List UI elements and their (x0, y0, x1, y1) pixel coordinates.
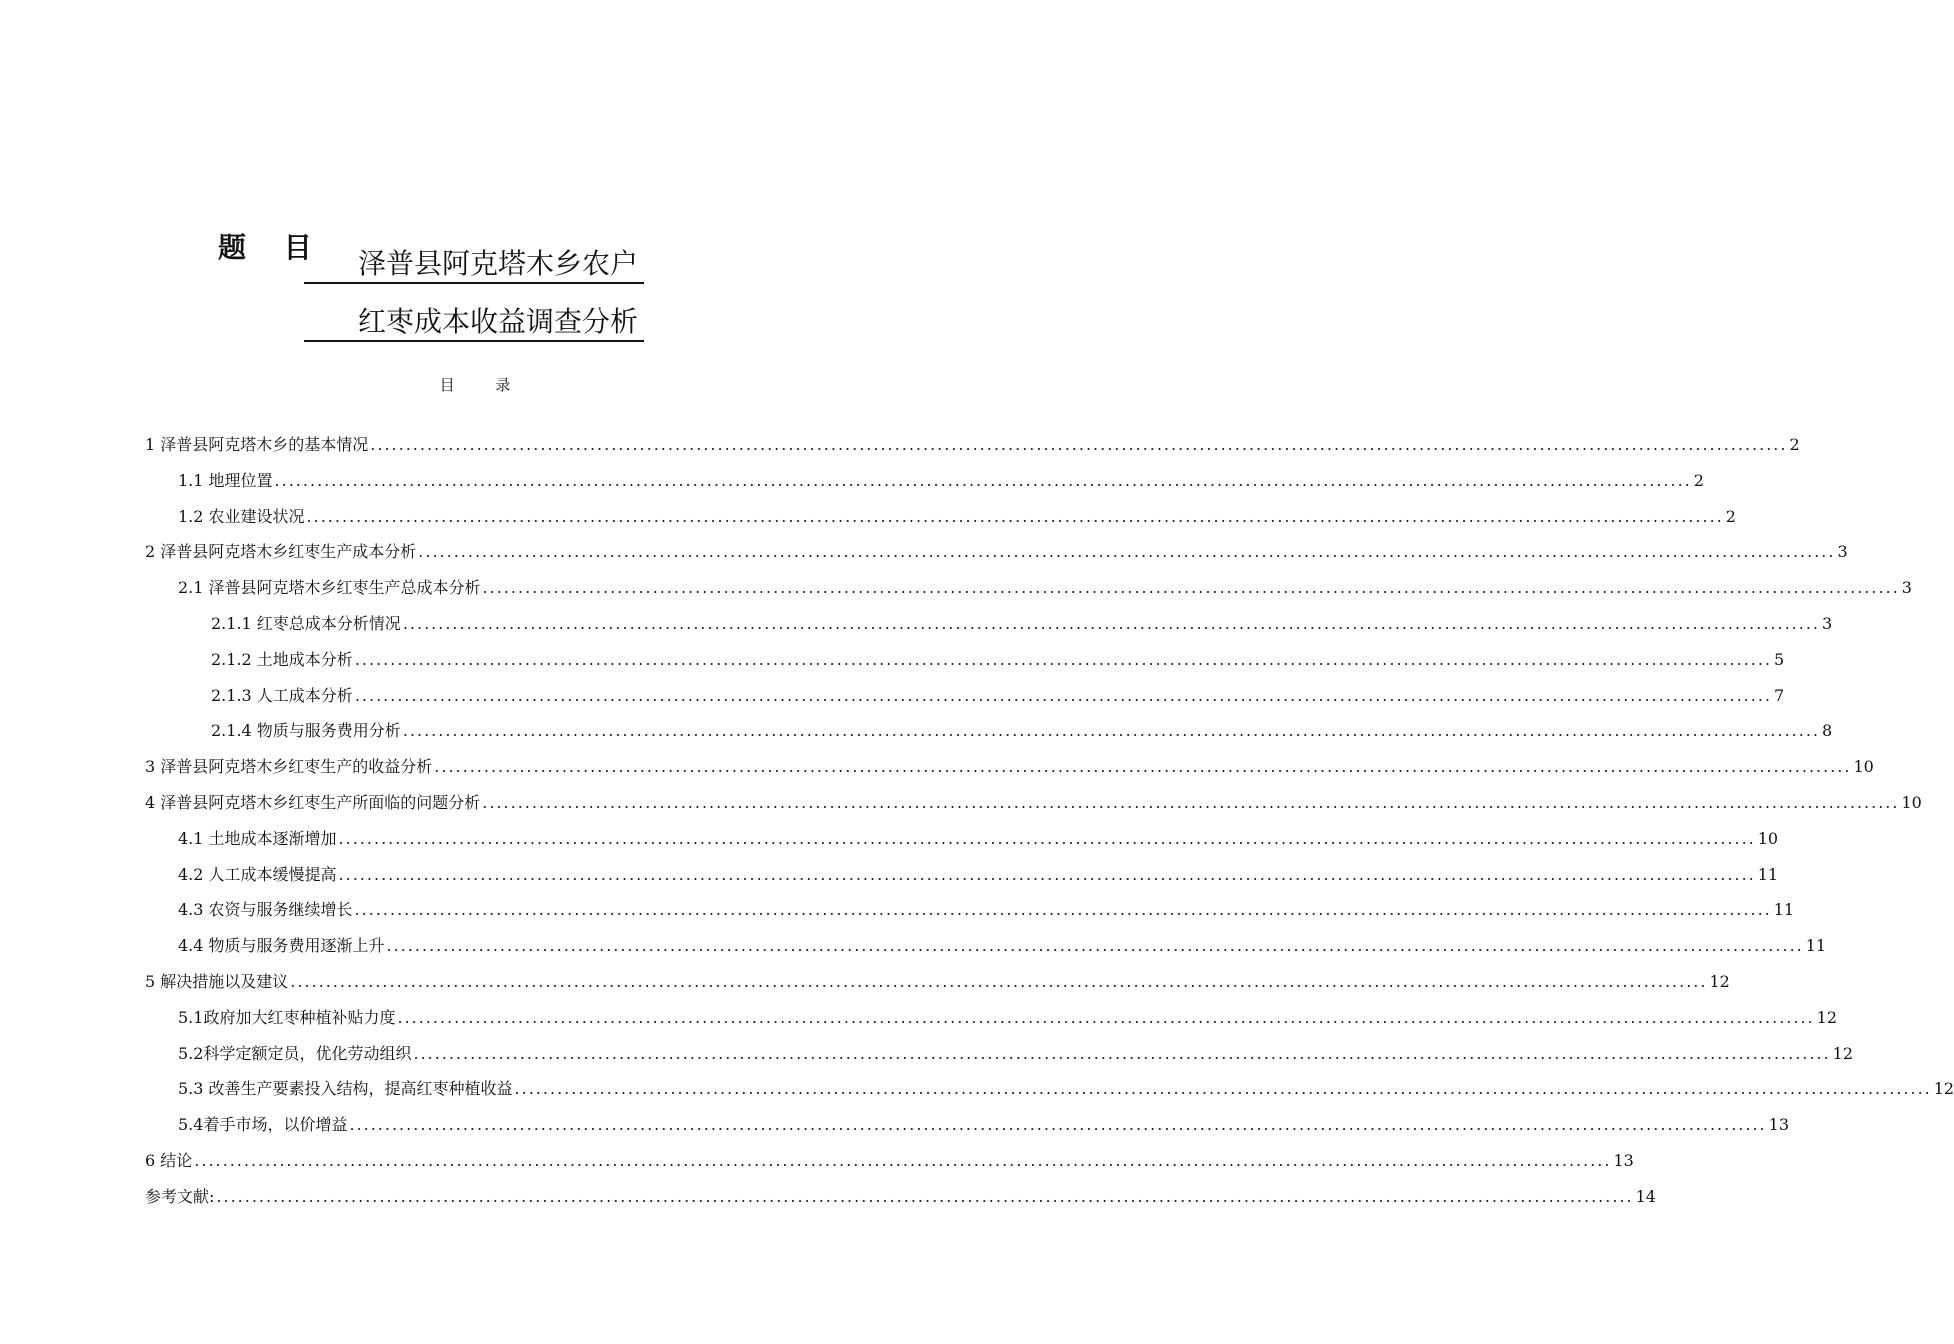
toc-entry-title: 参考文献: (145, 1186, 215, 1206)
toc-page-number: 13 (1768, 1115, 1789, 1135)
toc-entry[interactable] (211, 718, 1833, 744)
toc-entry[interactable] (178, 504, 1736, 530)
title-line-1: 泽普县阿克塔木乡农户 (304, 244, 644, 284)
toc-page-number: 11 (1773, 900, 1795, 920)
toc-page-number: 8 (1822, 721, 1833, 741)
toc-entry[interactable] (145, 790, 1922, 816)
toc-entry-title: 1 泽普县阿克塔木乡的基本情况 (145, 435, 369, 454)
toc-page-number: 10 (1757, 828, 1779, 848)
toc-entry-title: 6 结论 (145, 1151, 193, 1170)
toc-dot-leader: ........................................................................................................................................................................................................ (290, 972, 1708, 991)
toc-dot-leader: ........................................................................................................................................................................................................ (514, 1079, 1932, 1099)
toc-page-number: 12 (1816, 1007, 1837, 1027)
toc-page-number: 3 (1822, 614, 1833, 633)
toc-entry[interactable] (145, 969, 1730, 995)
toc-page-number: 3 (1901, 578, 1912, 598)
toc-dot-leader: ........................................................................................................................................................................................................ (482, 578, 1900, 598)
toc-entry[interactable] (178, 933, 1827, 959)
toc-entry-title: 4.2 人工成本缓慢提高 (178, 864, 337, 884)
toc-entry-title: 5.1政府加大红枣种植补贴力度 (178, 1007, 396, 1027)
toc-dot-leader: ........................................................................................................................................................................................................ (434, 757, 1852, 777)
toc-entry[interactable] (178, 862, 1779, 888)
toc-dot-leader: ........................................................................................................................................................................................................ (418, 542, 1836, 562)
toc-page-number: 7 (1774, 685, 1785, 705)
toc-dot-leader: ........................................................................................................................................................................................................ (216, 1186, 1634, 1206)
toc-entry-title: 2.1.1 红枣总成本分析情况 (211, 614, 401, 633)
toc-entry-title: 4.4 物质与服务费用逐渐上升 (178, 936, 385, 956)
toc-entry-title: 3 泽普县阿克塔木乡红枣生产的收益分析 (145, 757, 433, 777)
toc-page-number: 2 (1789, 435, 1800, 454)
toc-dot-leader: ........................................................................................................................................................................................................ (386, 936, 1804, 956)
toc-page-number: 14 (1635, 1186, 1656, 1206)
title-line-2: 红枣成本收益调查分析 (304, 302, 644, 342)
toc-entry[interactable] (178, 897, 1795, 923)
toc-dot-leader: ........................................................................................................................................................................................................ (338, 828, 1756, 848)
toc-dot-leader: ........................................................................................................................................................................................................ (397, 1007, 1815, 1027)
toc-dot-leader: ........................................................................................................................................................................................................ (482, 793, 1900, 812)
toc-entry-title: 5 解决措施以及建议 (145, 972, 289, 991)
toc-page-number: 12 (1709, 972, 1730, 991)
toc-page-number: 12 (1832, 1043, 1853, 1063)
toc-entry[interactable] (211, 647, 1785, 673)
title-label: 题 目 (218, 231, 326, 264)
toc-dot-leader: ........................................................................................................................................................................................................ (194, 1151, 1612, 1170)
toc-entry-title: 5.3 改善生产要素投入结构，提高红枣种植收益 (178, 1079, 513, 1099)
toc-entry[interactable] (211, 611, 1833, 637)
toc-entry[interactable] (178, 1076, 1954, 1102)
toc-dot-leader: ........................................................................................................................................................................................................ (354, 685, 1772, 705)
toc-page-number: 11 (1757, 864, 1779, 884)
toc-entry-title: 2.1.2 土地成本分析 (211, 649, 353, 669)
toc-entry-title: 5.4着手市场，以价增益 (178, 1115, 348, 1135)
toc-page-number: 10 (1901, 793, 1922, 812)
toc-page-number: 10 (1853, 757, 1874, 777)
toc-dot-leader: ........................................................................................................................................................................................................ (354, 900, 1772, 920)
toc-entry[interactable] (178, 1005, 1837, 1031)
toc-page-number: 5 (1774, 649, 1785, 669)
toc-page-number: 13 (1613, 1151, 1634, 1170)
toc-entry-title: 2.1.4 物质与服务费用分析 (211, 721, 401, 741)
toc-entry-title: 5.2科学定额定员，优化劳动组织 (178, 1043, 412, 1063)
toc-dot-leader: ........................................................................................................................................................................................................ (274, 470, 1692, 490)
toc-entry[interactable] (145, 432, 1800, 458)
toc-page-number: 2 (1725, 506, 1736, 526)
toc-page-number: 2 (1693, 470, 1704, 490)
toc-entry[interactable] (145, 539, 1848, 565)
toc-entry-title: 2.1.3 人工成本分析 (211, 685, 353, 705)
toc-dot-leader: ........................................................................................................................................................................................................ (413, 1043, 1831, 1063)
toc-entry-title: 2 泽普县阿克塔木乡红枣生产成本分析 (145, 542, 417, 562)
toc-entry[interactable] (211, 683, 1785, 709)
toc-entry[interactable] (178, 1041, 1853, 1067)
toc-entry[interactable] (145, 1148, 1634, 1174)
toc-page-number: 12 (1933, 1079, 1954, 1099)
toc-entry-title: 4.1 土地成本逐渐增加 (178, 828, 337, 848)
toc-dot-leader: ........................................................................................................................................................................................................ (338, 864, 1756, 884)
toc-entry[interactable] (178, 468, 1704, 494)
toc-entry-title: 4 泽普县阿克塔木乡红枣生产所面临的问题分析 (145, 793, 481, 812)
toc-dot-leader: ........................................................................................................................................................................................................ (354, 649, 1772, 669)
toc-entry[interactable] (145, 754, 1874, 780)
toc-dot-leader: ........................................................................................................................................................................................................ (306, 506, 1724, 526)
toc-entry[interactable] (178, 1112, 1789, 1138)
toc-page-number: 11 (1805, 936, 1827, 956)
toc-dot-leader: ........................................................................................................................................................................................................ (349, 1115, 1767, 1135)
toc-dot-leader: ........................................................................................................................................................................................................ (370, 435, 1788, 454)
toc-entry[interactable] (145, 1184, 1656, 1210)
toc-dot-leader: ........................................................................................................................................................................................................ (402, 614, 1820, 633)
toc-page-number: 3 (1837, 542, 1848, 562)
toc-entry-title: 2.1 泽普县阿克塔木乡红枣生产总成本分析 (178, 578, 481, 598)
toc-heading: 目 录 (439, 376, 529, 394)
toc-entry-title: 4.3 农资与服务继续增长 (178, 900, 353, 920)
toc-entry[interactable] (178, 826, 1779, 852)
toc-entry-title: 1.2 农业建设状况 (178, 506, 305, 526)
toc-entry-title: 1.1 地理位置 (178, 470, 273, 490)
toc-entry[interactable] (178, 575, 1912, 601)
toc-dot-leader: ........................................................................................................................................................................................................ (402, 721, 1820, 741)
